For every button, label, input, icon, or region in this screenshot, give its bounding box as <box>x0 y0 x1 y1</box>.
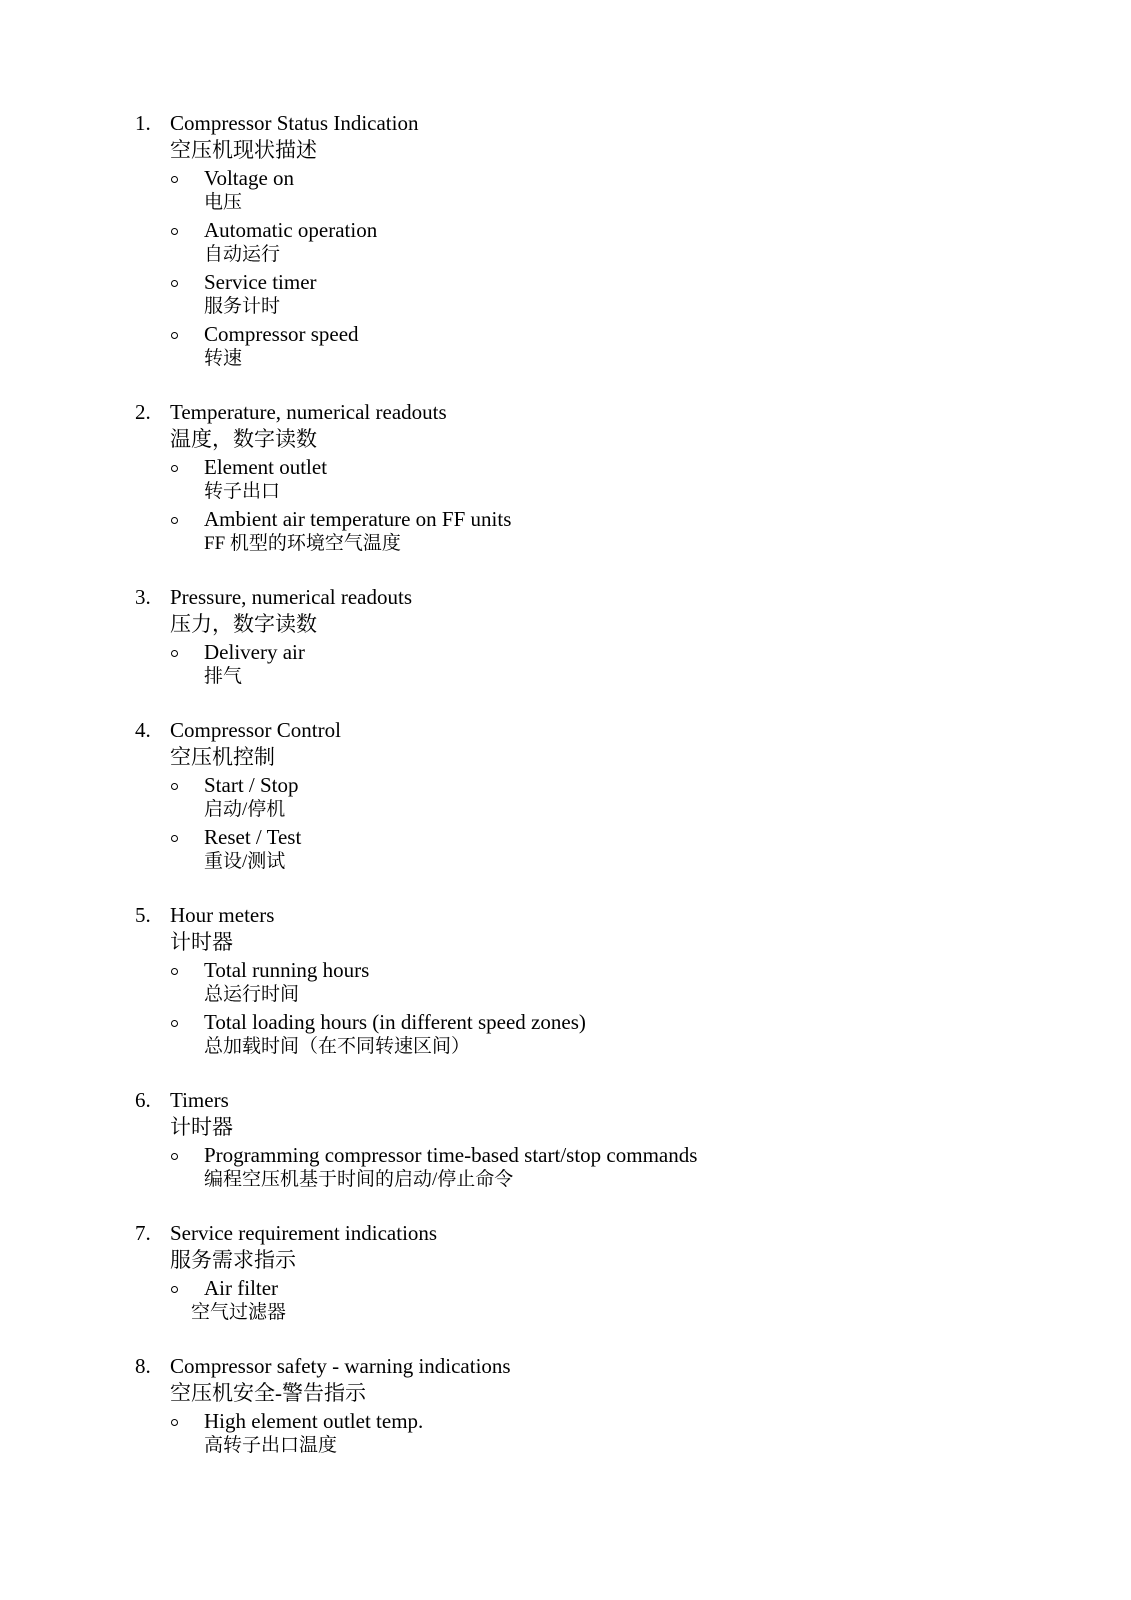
section-title: Compressor Control <box>170 718 341 742</box>
list-item <box>170 506 1035 556</box>
section-number: 4. <box>135 718 151 742</box>
list-item <box>170 217 1035 267</box>
list-item <box>170 269 1035 319</box>
list-item <box>170 1275 1035 1325</box>
list-item <box>170 165 1035 215</box>
bullet-circle-icon <box>170 957 204 983</box>
item-label-zh: 启动/停机 <box>204 799 286 820</box>
section-title: Compressor Status Indication <box>170 111 419 135</box>
section-title: Service requirement indications <box>170 1221 438 1245</box>
section-title-zh: 计时器 <box>170 1115 233 1139</box>
item-label: Total running hours <box>204 958 370 982</box>
section-number: 2. <box>135 400 151 424</box>
item-label: Delivery air <box>204 640 305 664</box>
bullet-circle-icon <box>170 1408 204 1434</box>
section-title: Temperature, numerical readouts <box>170 400 447 424</box>
item-label: Ambient air temperature on FF units <box>204 507 512 531</box>
section-number: 8. <box>135 1354 151 1378</box>
section-5 <box>135 902 1035 1059</box>
item-label: Reset / Test <box>204 825 302 849</box>
item-label-zh: 排气 <box>204 666 243 687</box>
list-item <box>170 639 1035 689</box>
section-title: Compressor safety - warning indications <box>170 1354 511 1378</box>
section-7 <box>135 1220 1035 1325</box>
bullet-circle-icon <box>170 165 204 191</box>
item-label: Element outlet <box>204 455 328 479</box>
section-title-zh: 温度，数字读数 <box>170 427 317 451</box>
item-label-zh: 自动运行 <box>204 244 281 265</box>
bullet-circle-icon <box>170 506 204 532</box>
bullet-circle-icon <box>170 1142 204 1168</box>
section-number: 3. <box>135 585 151 609</box>
list-item <box>170 1009 1035 1059</box>
item-label-zh: 服务计时 <box>204 296 281 317</box>
document-body <box>135 110 1035 1486</box>
bullet-circle-icon <box>170 269 204 295</box>
item-label: Start / Stop <box>204 773 299 797</box>
section-title: Hour meters <box>170 903 275 927</box>
section-title-zh: 空压机现状描述 <box>170 138 317 162</box>
item-label: Total loading hours (in different speed zones) <box>204 1010 586 1034</box>
bullet-circle-icon <box>170 1275 204 1301</box>
bullet-circle-icon <box>170 824 204 850</box>
section-8 <box>135 1353 1035 1458</box>
item-label-zh: FF 机型的环境空气温度 <box>204 533 401 554</box>
item-label-zh: 电压 <box>204 192 243 213</box>
section-title: Pressure, numerical readouts <box>170 585 413 609</box>
list-item <box>170 454 1035 504</box>
section-number: 6. <box>135 1088 151 1112</box>
section-title-zh: 服务需求指示 <box>170 1248 296 1272</box>
list-item <box>170 957 1035 1007</box>
section-title-zh: 计时器 <box>170 930 233 954</box>
list-item <box>170 1142 1035 1192</box>
item-label: Automatic operation <box>204 218 378 242</box>
item-label: Voltage on <box>204 166 295 190</box>
item-label: High element outlet temp. <box>204 1409 424 1433</box>
section-number: 7. <box>135 1221 151 1245</box>
bullet-circle-icon <box>170 1009 204 1035</box>
section-title: Timers <box>170 1088 229 1112</box>
bullet-circle-icon <box>170 454 204 480</box>
section-6 <box>135 1087 1035 1192</box>
item-label: Service timer <box>204 270 317 294</box>
bullet-circle-icon <box>170 772 204 798</box>
item-label-zh: 总加载时间（在不同转速区间） <box>204 1036 471 1057</box>
item-label: Programming compressor time-based start/stop commands <box>204 1143 698 1167</box>
section-1 <box>135 110 1035 371</box>
item-label-zh: 空气过滤器 <box>191 1302 287 1323</box>
item-label: Air filter <box>204 1276 279 1300</box>
section-title-zh: 空压机控制 <box>170 745 275 769</box>
section-title-zh: 空压机安全-警告指示 <box>170 1381 366 1405</box>
section-title-zh: 压力，数字读数 <box>170 612 317 636</box>
bullet-circle-icon <box>170 217 204 243</box>
item-label-zh: 编程空压机基于时间的启动/停止命令 <box>204 1169 514 1190</box>
section-4 <box>135 717 1035 874</box>
section-number: 5. <box>135 903 151 927</box>
list-item <box>170 772 1035 822</box>
item-label-zh: 转子出口 <box>204 481 281 502</box>
bullet-circle-icon <box>170 321 204 347</box>
item-label-zh: 重设/测试 <box>204 851 286 872</box>
list-item <box>170 321 1035 371</box>
section-3 <box>135 584 1035 689</box>
bullet-circle-icon <box>170 639 204 665</box>
list-item <box>170 1408 1035 1458</box>
section-number: 1. <box>135 111 151 135</box>
item-label-zh: 转速 <box>204 348 243 369</box>
item-label-zh: 高转子出口温度 <box>204 1435 338 1456</box>
list-item <box>170 824 1035 874</box>
section-2 <box>135 399 1035 556</box>
item-label-zh: 总运行时间 <box>204 984 300 1005</box>
item-label: Compressor speed <box>204 322 359 346</box>
